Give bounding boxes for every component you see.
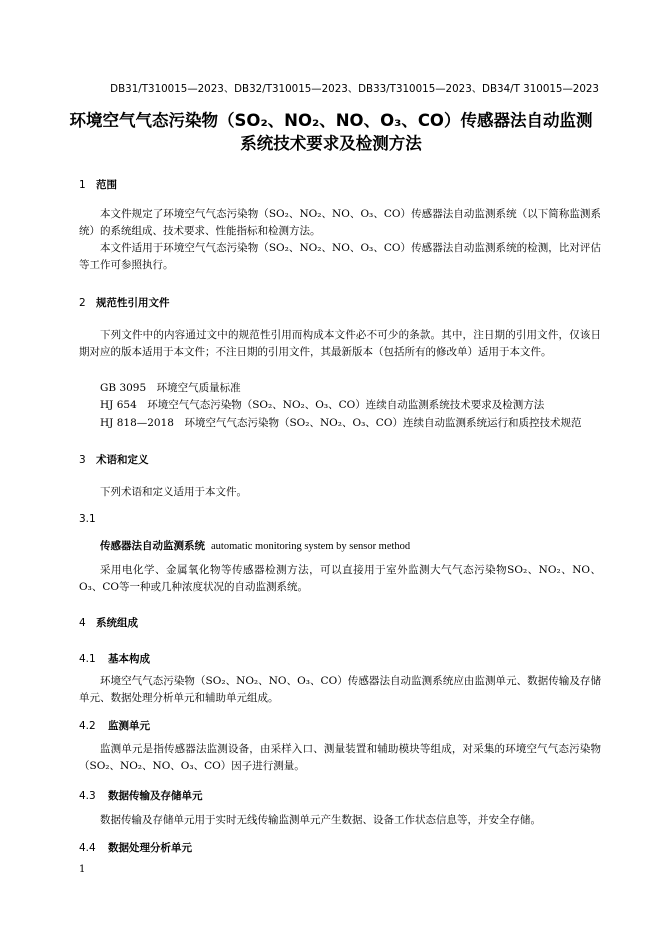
section-number: 4	[79, 617, 86, 629]
subsection-4-1-heading	[79, 651, 150, 666]
reference-item: HJ 654 环境空气气态污染物（SO₂、NO₂、O₃、CO）连续自动监测系统技术要求及检测方法	[100, 399, 545, 411]
subsection-number: 4.3	[79, 790, 96, 802]
subsection-title: 监测单元	[108, 720, 150, 732]
section-3-paragraph: 下列术语和定义适用于本文件。	[100, 486, 247, 498]
section-1-heading	[79, 177, 117, 192]
section-number: 2	[79, 297, 86, 309]
term-english: automatic monitoring system by sensor method	[211, 541, 411, 552]
term-chinese: 传感器法自动监测系统	[100, 540, 205, 552]
subsection-4-1-paragraph: 环境空气气态污染物（SO₂、NO₂、NO、O₃、CO）传感器法自动监测系统应由监测单元、数据传输及存储单元、数据处理分析单元和辅助单元组成。	[79, 675, 601, 704]
section-1-paragraph-2: 本文件适用于环境空气气态污染物（SO₂、NO₂、NO、O₃、CO）传感器法自动监测系统的检测，比对评估等工作可参照执行。	[79, 242, 601, 271]
term-definition: 采用电化学、金属氧化物等传感器检测方法，可以直接用于室外监测大气气态污染物SO₂、NO₂、NO、O₃、CO等一种或几种浓度状况的自动监测系统。	[79, 564, 601, 593]
section-title: 系统组成	[96, 617, 138, 629]
subsection-4-2-heading	[79, 718, 150, 733]
subsection-3-1-number: 3.1	[79, 513, 96, 525]
section-title: 术语和定义	[96, 454, 149, 466]
section-number: 1	[79, 179, 86, 191]
section-2-paragraph: 下列文件中的内容通过文中的规范性引用而构成本文件必不可少的条款。其中，注日期的引用文件，仅该日期对应的版本适用于本文件；不注日期的引用文件，其最新版本（包括所有的修改单）适用于本文件。	[79, 329, 601, 358]
section-3-heading	[79, 452, 149, 467]
reference-item: GB 3095 环境空气质量标准	[100, 382, 241, 394]
reference-item: HJ 818—2018 环境空气气态污染物（SO₂、NO₂、O₃、CO）连续自动监测系统运行和质控技术规范	[100, 417, 582, 429]
section-title: 规范性引用文件	[96, 297, 170, 309]
subsection-title: 基本构成	[108, 653, 150, 665]
section-title: 范围	[96, 179, 117, 191]
standard-header: DB31/T310015—2023、DB32/T310015—2023、DB33/T310015—2023、DB34/T 310015—2023	[110, 83, 599, 95]
section-4-heading	[79, 615, 138, 630]
section-2-heading	[79, 295, 170, 310]
document-title-line-2: 系统技术要求及检测方法	[240, 134, 422, 153]
subsection-4-3-paragraph: 数据传输及存储单元用于实时无线传输监测单元产生数据、设备工作状态信息等，并安全存储。	[100, 814, 541, 826]
subsection-4-2-paragraph: 监测单元是指传感器法监测设备，由采样入口、测量装置和辅助模块等组成，对采集的环境空气气态污染物（SO₂、NO₂、NO、O₃、CO）因子进行测量。	[79, 743, 601, 772]
subsection-number: 4.2	[79, 720, 96, 732]
subsection-number: 4.1	[79, 653, 96, 665]
subsection-number: 4.4	[79, 842, 96, 854]
subsection-title: 数据处理分析单元	[108, 842, 192, 854]
document-title-line-1: 环境空气气态污染物（SO₂、NO₂、NO、O₃、CO）传感器法自动监测	[69, 111, 593, 130]
section-1-paragraph-1: 本文件规定了环境空气气态污染物（SO₂、NO₂、NO、O₃、CO）传感器法自动监测系统（以下简称监测系统）的系统组成、技术要求、性能指标和检测方法。	[79, 208, 601, 237]
section-number: 3	[79, 454, 86, 466]
subsection-4-3-heading	[79, 788, 203, 803]
page-number: 1	[79, 864, 86, 875]
subsection-title: 数据传输及存储单元	[108, 790, 203, 802]
term-entry	[100, 538, 410, 553]
subsection-4-4-heading	[79, 840, 192, 855]
